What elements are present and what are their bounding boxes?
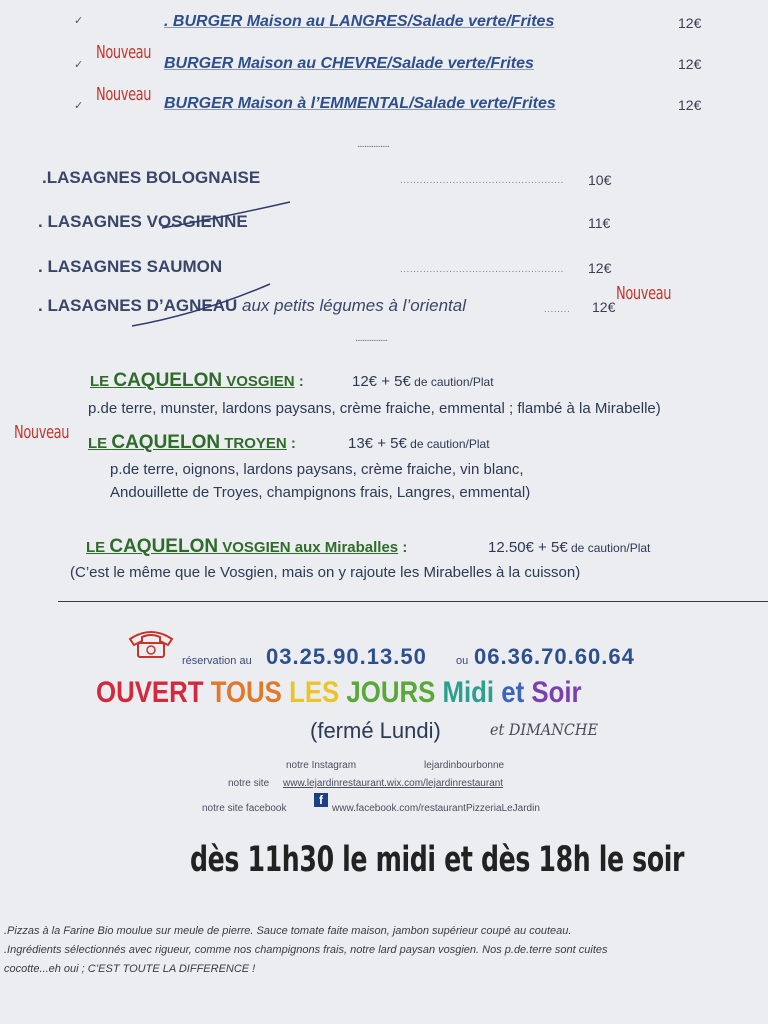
instagram-label: notre Instagram bbox=[286, 760, 357, 771]
strike-mark bbox=[130, 280, 272, 330]
menu-item-lasagnes-agneau: . LASAGNES D’AGNEAU aux petits légumes à l’oriental bbox=[38, 296, 466, 315]
facebook-icon: f bbox=[314, 793, 328, 807]
menu-item-lasagnes-bolognaise: .LASAGNES BOLOGNAISE bbox=[42, 168, 261, 187]
description: p.de terre, oignons, lardons paysans, crème fraiche, vin blanc, bbox=[110, 461, 524, 478]
menu-item-burger-emmental: BURGER Maison à l’EMMENTAL/Salade verte/Frites bbox=[164, 95, 556, 112]
open-word: Soir bbox=[531, 676, 582, 709]
menu-item-lasagnes-vosgienne: . LASAGNES VOSGIENNE bbox=[38, 212, 248, 231]
closed-days: (fermé Lundi) bbox=[310, 718, 441, 743]
phone-number-2[interactable]: 06.36.70.60.64 bbox=[474, 644, 635, 669]
open-word: OUVERT bbox=[96, 676, 211, 709]
dot-leader: .................................................. bbox=[400, 175, 564, 186]
dot-leader: .................................................. bbox=[400, 264, 564, 275]
facebook-label: notre site facebook bbox=[202, 803, 287, 814]
description: Andouillette de Troyes, champignons frais, Langres, emmental) bbox=[110, 484, 531, 501]
open-word: TOUS bbox=[210, 676, 290, 709]
separator: .................. bbox=[357, 139, 390, 150]
price-burger-emmental: 12€ bbox=[678, 97, 702, 113]
separator: .................. bbox=[355, 333, 388, 344]
nouveau-badge: Nouveau bbox=[616, 283, 672, 304]
nouveau-badge: Nouveau bbox=[96, 84, 152, 105]
price-burger-chevre: 12€ bbox=[678, 56, 702, 72]
menu-item-burger-chevre: BURGER Maison au CHEVRE/Salade verte/Frites bbox=[164, 55, 534, 72]
price-burger-langres: 12€ bbox=[678, 15, 702, 31]
dot-leader: ........ bbox=[544, 304, 571, 315]
menu-item-caquelon-mirabelles: LE CAQUELON VOSGIEN aux Miraballes : bbox=[86, 536, 408, 557]
open-word: LES bbox=[289, 676, 347, 709]
or-label: ou bbox=[456, 655, 469, 667]
price-lasagnes-agneau: 12€ bbox=[592, 299, 616, 315]
footer-line: cocotte...eh oui ; C’EST TOUTE LA DIFFERENCE ! bbox=[4, 963, 256, 975]
open-word: Midi bbox=[442, 676, 502, 709]
nouveau-badge: Nouveau bbox=[96, 42, 152, 63]
handwritten-note: et DIMANCHE bbox=[490, 720, 598, 739]
opening-banner bbox=[96, 676, 582, 710]
website-link[interactable]: www.lejardinrestaurant.wix.com/lejardinrestaurant bbox=[283, 778, 504, 789]
menu-item-lasagnes-saumon: . LASAGNES SAUMON bbox=[38, 257, 223, 276]
menu-item-caquelon-vosgien: LE CAQUELON VOSGIEN : bbox=[90, 370, 304, 391]
reservation-label: réservation au bbox=[182, 655, 252, 667]
website-label: notre site bbox=[228, 778, 270, 789]
facebook-link[interactable]: www.facebook.com/restaurantPizzeriaLeJardin bbox=[332, 803, 540, 814]
price-lasagnes-saumon: 12€ bbox=[588, 260, 612, 276]
nouveau-badge: Nouveau bbox=[14, 422, 70, 443]
strike-mark bbox=[160, 198, 294, 234]
check-icon: ✓ bbox=[74, 100, 84, 112]
footer-line: .Pizzas à la Farine Bio moulue sur meule de pierre. Sauce tomate faite maison, jambon supérieur coupé au couteau. bbox=[4, 925, 572, 937]
description: p.de terre, munster, lardons paysans, crème fraiche, emmental ; flambé à la Mirabelle) bbox=[88, 400, 661, 417]
menu-item-burger-langres: . BURGER Maison au LANGRES/Salade verte/Frites bbox=[164, 13, 555, 30]
check-icon: ✓ bbox=[74, 59, 84, 71]
price-lasagnes-vosgienne: 11€ bbox=[588, 215, 611, 231]
price-caquelon-mirabelles: 12.50€ + 5€ de caution/Plat bbox=[488, 539, 651, 556]
divider bbox=[58, 601, 768, 602]
description: (C’est le même que le Vosgien, mais on y rajoute les Mirabelles à la cuisson) bbox=[70, 564, 581, 581]
opening-hours: dès 11h30 le midi et dès 18h le soir bbox=[190, 840, 685, 880]
check-icon: ✓ bbox=[74, 15, 84, 27]
instagram-handle[interactable]: lejardinbourbonne bbox=[424, 760, 505, 771]
phone-number-1[interactable]: 03.25.90.13.50 bbox=[266, 644, 427, 669]
telephone-icon bbox=[124, 627, 178, 661]
open-word: et bbox=[501, 676, 532, 709]
price-caquelon-troyen: 13€ + 5€ de caution/Plat bbox=[348, 435, 490, 452]
price-caquelon-vosgien: 12€ + 5€ de caution/Plat bbox=[352, 373, 494, 390]
price-lasagnes-bolognaise: 10€ bbox=[588, 172, 612, 188]
open-word: JOURS bbox=[346, 676, 443, 709]
footer-line: .Ingrédients sélectionnés avec rigueur, comme nos champignons frais, notre lard paysan vosgien. Nos p.de.terre sont cuites bbox=[4, 944, 608, 956]
menu-item-caquelon-troyen: LE CAQUELON TROYEN : bbox=[88, 432, 296, 453]
